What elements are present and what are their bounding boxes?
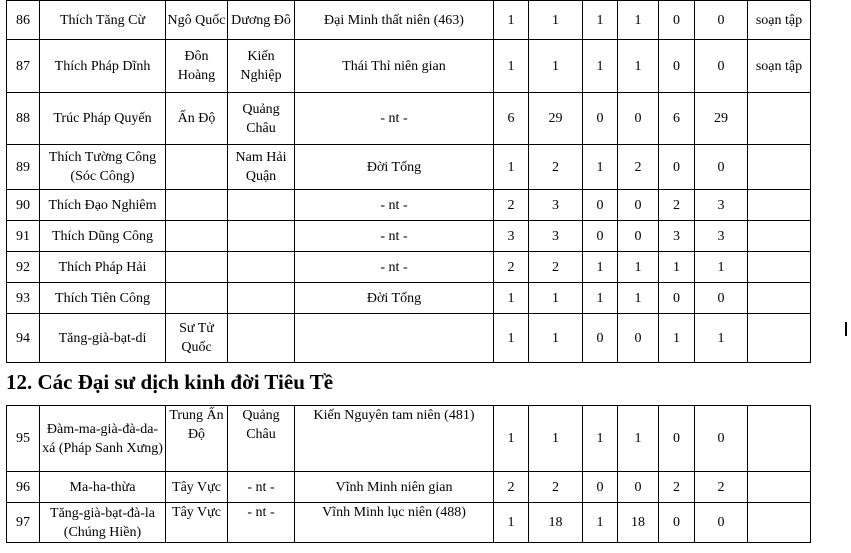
note-cell: [748, 472, 811, 503]
origin-cell: Ngô Quốc: [166, 1, 228, 40]
count-4-cell: 0: [618, 93, 659, 145]
count-4-cell: 2: [618, 145, 659, 190]
count-2-cell: 1: [529, 1, 583, 40]
count-6-cell: 0: [695, 406, 748, 472]
section-heading: 12. Các Đại sư dịch kinh đời Tiêu Tề: [6, 370, 334, 394]
translator-name: Trúc Pháp Quyến: [40, 93, 166, 145]
table-row: [7, 40, 811, 93]
table-row: [7, 221, 811, 252]
place-cell: Dương Đô: [228, 1, 295, 40]
table-row: [7, 472, 811, 503]
origin-cell: Tây Vực: [166, 503, 228, 543]
count-2-cell: 2: [529, 472, 583, 503]
count-3-cell: 0: [583, 472, 618, 503]
count-6-cell: 2: [695, 472, 748, 503]
row-number: 94: [7, 314, 40, 363]
count-3-cell: 1: [583, 252, 618, 283]
translator-name: Tăng-già-bạt-đà-la (Chúng Hiền): [40, 503, 166, 543]
row-number: 90: [7, 190, 40, 221]
count-2-cell: 1: [529, 40, 583, 93]
era-cell: - nt -: [295, 190, 494, 221]
place-cell: Quảng Châu: [228, 93, 295, 145]
place-cell: [228, 190, 295, 221]
translator-name: Thích Đạo Nghiêm: [40, 190, 166, 221]
era-cell: Đời Tống: [295, 283, 494, 314]
count-1-cell: 6: [494, 93, 529, 145]
count-2-cell: 18: [529, 503, 583, 543]
count-5-cell: 2: [659, 472, 695, 503]
count-4-cell: 0: [618, 221, 659, 252]
place-cell: Nam Hải Quận: [228, 145, 295, 190]
table-row: [7, 145, 811, 190]
count-5-cell: 1: [659, 252, 695, 283]
count-4-cell: 18: [618, 503, 659, 543]
row-number: 89: [7, 145, 40, 190]
origin-cell: Tây Vực: [166, 472, 228, 503]
place-cell: Kiến Nghiệp: [228, 40, 295, 93]
count-6-cell: 0: [695, 40, 748, 93]
place-cell: [228, 314, 295, 363]
count-4-cell: 1: [618, 252, 659, 283]
table-row: [7, 314, 811, 363]
count-6-cell: 0: [695, 1, 748, 40]
era-cell: Đại Minh thất niên (463): [295, 1, 494, 40]
origin-cell: [166, 190, 228, 221]
note-cell: [748, 190, 811, 221]
row-number: 91: [7, 221, 40, 252]
note-cell: [748, 252, 811, 283]
row-number: 88: [7, 93, 40, 145]
table-row: [7, 252, 811, 283]
note-cell: [748, 314, 811, 363]
translator-name: Thích Pháp Hải: [40, 252, 166, 283]
count-2-cell: 29: [529, 93, 583, 145]
origin-cell: Ấn Độ: [166, 93, 228, 145]
place-cell: - nt -: [228, 503, 295, 543]
count-1-cell: 1: [494, 145, 529, 190]
count-3-cell: 0: [583, 190, 618, 221]
count-2-cell: 2: [529, 252, 583, 283]
count-6-cell: 1: [695, 252, 748, 283]
translator-name: Ma-ha-thừa: [40, 472, 166, 503]
table-row: [7, 406, 811, 472]
translator-name: Thích Tường Công (Sóc Công): [40, 145, 166, 190]
note-cell: [748, 283, 811, 314]
count-5-cell: 1: [659, 314, 695, 363]
note-cell: [748, 145, 811, 190]
count-4-cell: 1: [618, 406, 659, 472]
era-cell: Kiến Nguyên tam niên (481): [295, 406, 494, 472]
translator-name: Thích Pháp Dĩnh: [40, 40, 166, 93]
count-1-cell: 3: [494, 221, 529, 252]
era-cell: Thái Thỉ niên gian: [295, 40, 494, 93]
era-cell: Vĩnh Minh lục niên (488): [295, 503, 494, 543]
count-2-cell: 1: [529, 406, 583, 472]
count-5-cell: 2: [659, 190, 695, 221]
translator-name: Thích Tiên Công: [40, 283, 166, 314]
count-2-cell: 1: [529, 283, 583, 314]
translator-name: Đàm-ma-già-đà-da-xá (Pháp Sanh Xưng): [40, 406, 166, 472]
count-6-cell: 0: [695, 503, 748, 543]
count-4-cell: 0: [618, 190, 659, 221]
count-1-cell: 1: [494, 283, 529, 314]
count-2-cell: 2: [529, 145, 583, 190]
era-cell: Vĩnh Minh niên gian: [295, 472, 494, 503]
count-1-cell: 1: [494, 406, 529, 472]
table-row: [7, 283, 811, 314]
count-1-cell: 1: [494, 1, 529, 40]
count-1-cell: 2: [494, 472, 529, 503]
era-cell: [295, 314, 494, 363]
count-4-cell: 1: [618, 283, 659, 314]
count-4-cell: 1: [618, 40, 659, 93]
era-cell: - nt -: [295, 93, 494, 145]
margin-mark: [845, 322, 847, 336]
row-number: 93: [7, 283, 40, 314]
place-cell: Quảng Châu: [228, 406, 295, 472]
count-4-cell: 1: [618, 1, 659, 40]
era-cell: - nt -: [295, 252, 494, 283]
table-2-body: [7, 406, 811, 543]
count-6-cell: 0: [695, 283, 748, 314]
place-cell: [228, 283, 295, 314]
count-6-cell: 3: [695, 221, 748, 252]
count-1-cell: 1: [494, 503, 529, 543]
row-number: 92: [7, 252, 40, 283]
place-cell: [228, 221, 295, 252]
count-3-cell: 0: [583, 93, 618, 145]
note-cell: soạn tập: [748, 40, 811, 93]
origin-cell: [166, 283, 228, 314]
count-6-cell: 29: [695, 93, 748, 145]
translator-name: Tăng-già-bạt-di: [40, 314, 166, 363]
count-2-cell: 3: [529, 221, 583, 252]
row-number: 87: [7, 40, 40, 93]
count-3-cell: 1: [583, 503, 618, 543]
row-number: 86: [7, 1, 40, 40]
count-5-cell: 0: [659, 503, 695, 543]
era-cell: - nt -: [295, 221, 494, 252]
origin-cell: Trung Ấn Độ: [166, 406, 228, 472]
count-5-cell: 0: [659, 145, 695, 190]
count-1-cell: 1: [494, 40, 529, 93]
count-5-cell: 6: [659, 93, 695, 145]
note-cell: soạn tập: [748, 1, 811, 40]
count-4-cell: 0: [618, 314, 659, 363]
count-1-cell: 1: [494, 314, 529, 363]
table-row: [7, 503, 811, 543]
translator-name: Thích Dũng Công: [40, 221, 166, 252]
count-4-cell: 0: [618, 472, 659, 503]
count-3-cell: 0: [583, 221, 618, 252]
note-cell: [748, 503, 811, 543]
translators-table-2: [6, 405, 811, 543]
table-row: [7, 1, 811, 40]
count-3-cell: 1: [583, 1, 618, 40]
count-5-cell: 0: [659, 1, 695, 40]
count-6-cell: 0: [695, 145, 748, 190]
origin-cell: Sư Tử Quốc: [166, 314, 228, 363]
note-cell: [748, 406, 811, 472]
note-cell: [748, 221, 811, 252]
place-cell: [228, 252, 295, 283]
count-3-cell: 1: [583, 40, 618, 93]
table-row: [7, 190, 811, 221]
count-5-cell: 3: [659, 221, 695, 252]
count-1-cell: 2: [494, 190, 529, 221]
count-3-cell: 1: [583, 283, 618, 314]
place-cell: - nt -: [228, 472, 295, 503]
origin-cell: [166, 252, 228, 283]
origin-cell: Đôn Hoàng: [166, 40, 228, 93]
translator-name: Thích Tăng Cừ: [40, 1, 166, 40]
count-3-cell: 0: [583, 314, 618, 363]
count-5-cell: 0: [659, 40, 695, 93]
count-2-cell: 3: [529, 190, 583, 221]
count-6-cell: 3: [695, 190, 748, 221]
row-number: 96: [7, 472, 40, 503]
origin-cell: [166, 145, 228, 190]
table-1-body: [7, 1, 811, 363]
table-row: [7, 93, 811, 145]
translators-table-1: [6, 0, 811, 363]
count-3-cell: 1: [583, 406, 618, 472]
count-1-cell: 2: [494, 252, 529, 283]
count-2-cell: 1: [529, 314, 583, 363]
row-number: 97: [7, 503, 40, 543]
row-number: 95: [7, 406, 40, 472]
era-cell: Đời Tống: [295, 145, 494, 190]
count-3-cell: 1: [583, 145, 618, 190]
note-cell: [748, 93, 811, 145]
count-5-cell: 0: [659, 406, 695, 472]
origin-cell: [166, 221, 228, 252]
count-5-cell: 0: [659, 283, 695, 314]
count-6-cell: 1: [695, 314, 748, 363]
